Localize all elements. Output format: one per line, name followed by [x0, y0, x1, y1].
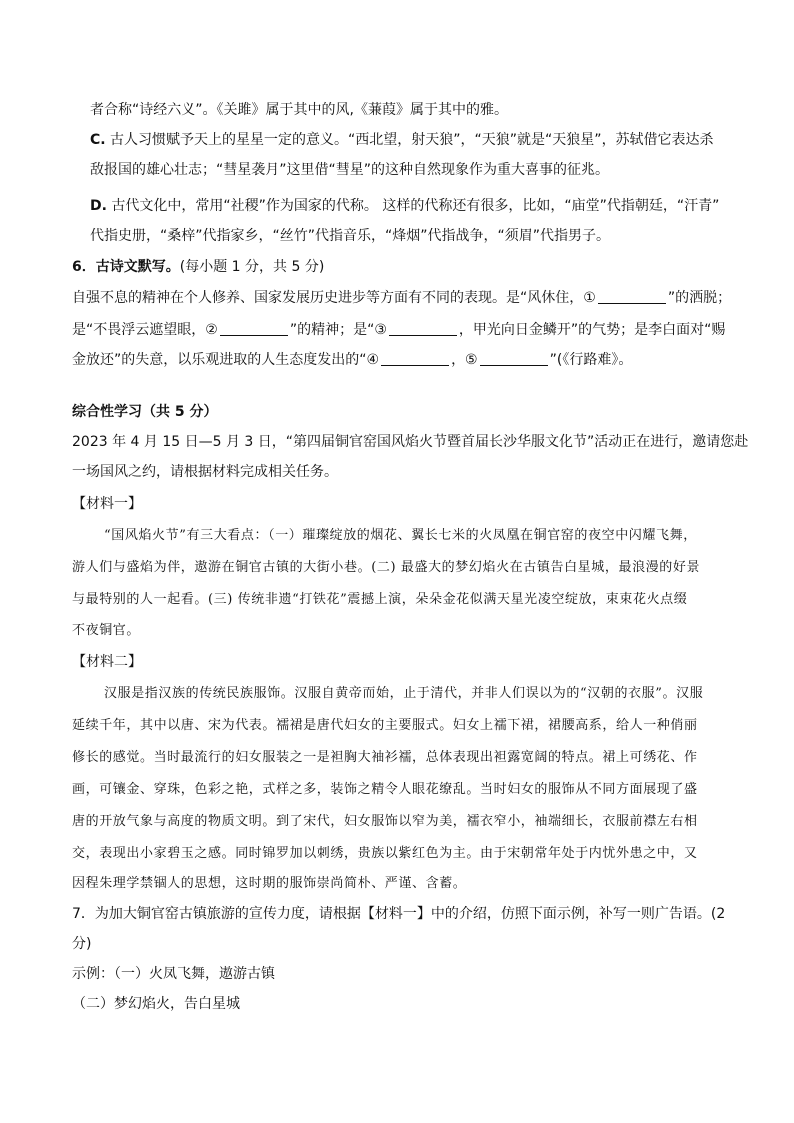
- score-text: (每小题 1 分，共 5 分): [179, 259, 325, 275]
- text-line: 敌报国的雄心壮志；“彗星袭月”这里借“彗星”的这种自然现象作为重大喜事的征兆。: [90, 162, 610, 178]
- material-line: 游人们与盛焰为伴，遨游在铜官古镇的大街小巷。(二) 最盛大的梦幻焰火在古镇告白星城，最浪漫的好景: [72, 560, 701, 575]
- text-line: 古人习惯赋予天上的星星一定的意义。“西北望，射天狼”，“天狼”就是“天狼星”，苏轼借它表达杀: [110, 132, 714, 148]
- option-label: D.: [90, 198, 107, 214]
- material-line: 汉服是指汉族的传统民族服饰。汉服自黄帝而始，止于清代，并非人们误以为的“汉朝的衣服”。汉服: [104, 686, 704, 701]
- answer-blank[interactable]: [480, 351, 548, 366]
- material-line: 不夜铜官。: [72, 623, 141, 638]
- text-line: 者合称“诗经六义”。《关雎》属于其中的风,《蒹葭》属于其中的雅。: [90, 102, 508, 118]
- text-line: 古代文化中，常用“社稷”作为国家的代称。 这样的代称还有很多，比如，“庙堂”代指朝廷，“汗青”: [111, 198, 720, 214]
- answer-blank[interactable]: [381, 351, 449, 366]
- material-line: 因程朱理学禁锢人的思想，这时期的服饰崇尚简朴、严谨、含蓄。: [72, 876, 467, 891]
- material-line: “国风焰火节”有三大看点：（一）璀璨绽放的烟花、翼长七米的火凤凰在铜官窑的夜空中闪耀飞舞，: [104, 528, 697, 543]
- material-line: 唐的开放气象与高度的物质文明。到了宋代，妇女服饰以窄为美，襦衣窄小，袖端细长，衣服前襟左右相: [72, 814, 698, 829]
- question-title: [72, 257, 324, 277]
- material-line: 与最特别的人一起看。(三) 传统非遗“打铁花”震撼上演，朵朵金花似满天星光凌空绽放，束束花火点缀: [72, 592, 688, 607]
- answer-blank[interactable]: [598, 289, 666, 304]
- answer-blank[interactable]: [220, 321, 288, 336]
- material-1-label: 【材料一】: [72, 496, 142, 512]
- text-line: 金放还”的失意，以乐观进取的人生态度发出的“④ ，⑤ ”(《行路难》。: [72, 352, 633, 368]
- material-line: 修长的感觉。当时最流行的妇女服装之一是袒胸大袖衫襦，总体表现出袒露宽阔的特点。裙上可绣花、作: [72, 750, 698, 765]
- section-heading: 综合性学习（共 5 分）: [72, 404, 218, 420]
- question-text: 7．为加大铜官窑古镇旅游的宣传力度，请根据【材料一】中的介绍，仿照下面示例，补写一则广告语。(2: [72, 906, 726, 922]
- text-line: 自强不息的精神在个人修养、国家发展历史进步等方面有不同的表现。是“风休住，① ”的洒脱；: [72, 290, 732, 306]
- material-2-label: 【材料二】: [72, 654, 142, 670]
- title-text: 6．古诗文默写。: [72, 259, 180, 275]
- answer-blank[interactable]: [389, 321, 457, 336]
- intro-line: 2023 年 4 月 15 日—5 月 3 日，“第四届铜官窑国风焰火节暨首届长沙华服文化节”活动正在进行，邀请您赴: [72, 434, 749, 450]
- text-line: 代指史册，“桑梓”代指家乡，“丝竹”代指音乐，“烽烟”代指战争，“须眉”代指男子。: [90, 228, 611, 244]
- example-line: （二）梦幻焰火，告白星城: [72, 996, 240, 1012]
- option-d: [90, 196, 719, 216]
- option-c: [90, 130, 714, 150]
- material-line: 交，表现出小家碧玉之感。同时锦罗加以刺绣，贵族以紫红色为主。由于宋朝常年处于内忧外患之中，又: [72, 846, 698, 861]
- question-title: [72, 904, 725, 924]
- intro-line: 一场国风之约，请根据材料完成相关任务。: [72, 464, 338, 480]
- material-line: 延续千年，其中以唐、宋为代表。襦裙是唐代妇女的主要服式。妇女上襦下裙，裙腰高系，给人一种俏丽: [72, 718, 698, 733]
- option-label: C.: [90, 132, 106, 148]
- text-line: 分): [72, 936, 92, 952]
- example-line: 示例：（一）火凤飞舞，遨游古镇: [72, 966, 275, 982]
- material-line: 画，可镶金、穿珠，色彩之艳，式样之多，装饰之精令人眼花缭乱。当时妇女的服饰从不同方面展现了盛: [72, 782, 698, 797]
- text-line: 是“不畏浮云遮望眼，② ”的精神；是“③ ，甲光向日金鳞开”的气势；是李白面对“赐: [72, 322, 726, 338]
